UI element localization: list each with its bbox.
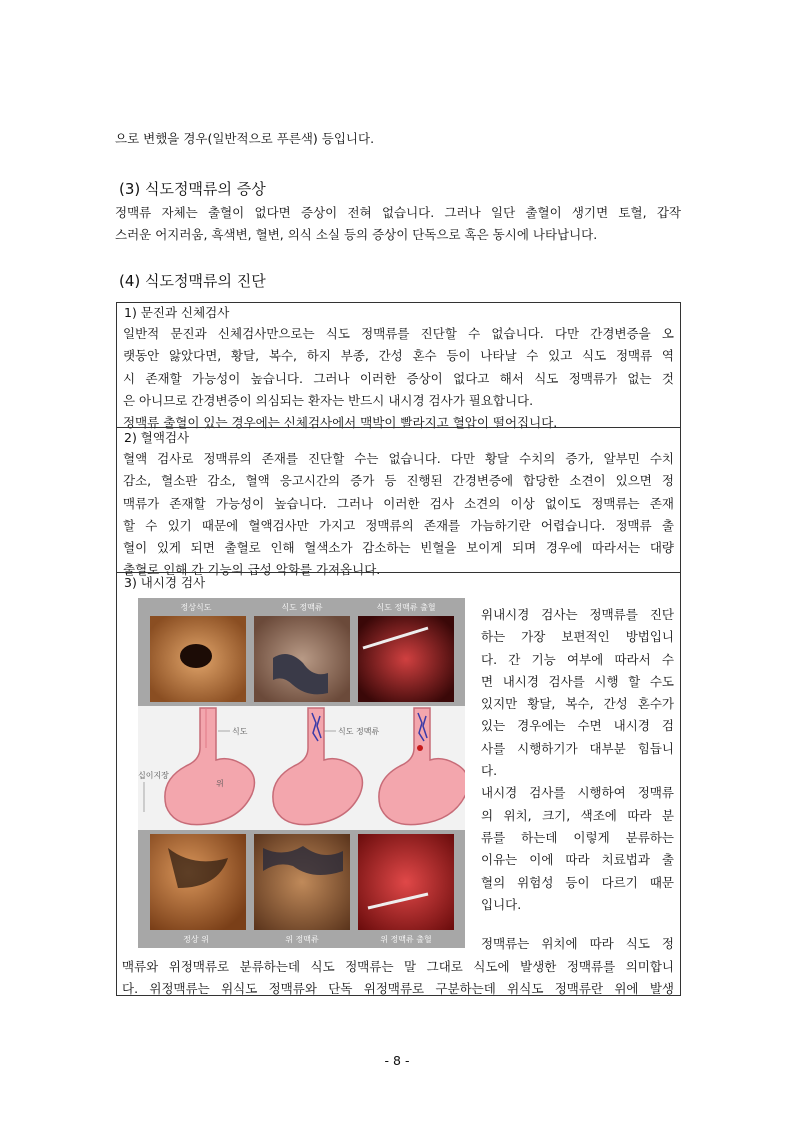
label-stomach: 위	[216, 779, 224, 788]
side-line: 있는 경우에는 수면 내시경 검	[481, 718, 674, 734]
side-line: 다. 간 기능 여부에 따라서 수	[481, 651, 674, 667]
box-line: 혈액 검사로 정맥류의 존재를 진단할 수는 없습니다. 다만 황달 수치의 증가, 알부민 수치	[123, 451, 674, 466]
side-line: 내시경 검사를 시행하여 정맥류	[481, 785, 674, 801]
box-line: 랫동안 앓았다면, 황달, 복수, 하지 부종, 간성 혼수 등이 나타날 수 있고 식도 정맥류 역	[123, 348, 674, 364]
side-line: 위내시경 검사는 정맥류를 진단	[481, 607, 674, 622]
box-line: 출혈로 인해 간 기능의 급성 악화를 가져옵니다.	[123, 562, 381, 578]
endoscopy-side-text-2	[481, 933, 674, 955]
label-duodenum: 십이지장	[138, 771, 169, 780]
box-title: 1) 문진과 신체검사	[124, 305, 230, 320]
box-line: 혈이 있게 되면 출혈로 인해 혈색소가 감소하는 빈혈을 보이게 되며 경우에 따라서는 대량	[123, 540, 674, 556]
side-line: 사를 시행하기가 대부분 힘듭니	[481, 740, 674, 756]
exam-box-history	[116, 302, 681, 431]
side-line: 이유는 이에 따라 치료법과 출	[481, 852, 674, 868]
label-normal-esophagus: 정상식도	[180, 603, 212, 612]
page-number: - 8 -	[384, 1053, 410, 1068]
label-normal-stomach: 정상 위	[183, 935, 209, 944]
box-line: 정맥류 출혈이 있는 경우에는 신체검사에서 맥박이 빨라지고 혈압이 떨어집니다.	[123, 415, 558, 431]
label-esophageal-varix-bleeding: 식도 정맥류 출혈	[376, 603, 436, 612]
side-line: 혈의 위험성 등이 다르기 때문	[481, 874, 674, 890]
label-varix: 식도 정맥류	[338, 727, 380, 736]
side-line: 의 위치, 크기, 색조에 따라 분	[481, 807, 674, 823]
exam-box-blood	[116, 427, 681, 578]
photo-gastric-varix-bleeding	[358, 834, 454, 930]
section3-paragraph	[115, 202, 681, 246]
section3-line: 정맥류 자체는 출혈이 없다면 증상이 전혀 없습니다. 그러나 일단 출혈이 생기면 토혈, 갑작	[115, 205, 681, 220]
box-body	[117, 323, 680, 434]
side-line: 정맥류는 위치에 따라 식도 정	[481, 936, 674, 951]
label-esophageal-varix: 식도 정맥류	[281, 603, 323, 612]
endoscopy-side-text	[481, 604, 674, 916]
box-line: 할 수 있기 때문에 혈액검사만 가지고 정맥류의 존재를 가늠하기란 어렵습니다. 정맥류 출	[123, 517, 674, 533]
endoscopy-bottom-text	[122, 956, 674, 1000]
section3-heading: (3) 식도정맥류의 증상	[119, 180, 266, 198]
side-line: 다.	[481, 763, 498, 779]
side-line: 있지만 황달, 복수, 간성 혼수가	[481, 696, 674, 712]
section4-heading: (4) 식도정맥류의 진단	[119, 272, 266, 290]
box-title: 2) 혈액검사	[124, 430, 190, 445]
box-line: 시 존재할 가능성이 높습니다. 그러나 이러한 증상이 없다고 해서 식도 정맥류가 없는 것	[123, 370, 674, 386]
section3-line: 스러운 어지러움, 흑색변, 혈변, 의식 소실 등의 증상이 단독으로 혹은 동시에 나타납니다.	[115, 227, 598, 242]
box-line: 맥류가 존재할 가능성이 높습니다. 그러나 이러한 검사 소견의 이상 없이도 정맥류는 존재	[123, 495, 674, 511]
side-line: 하는 가장 보편적인 방법입니	[481, 629, 674, 645]
label-gastric-varix-bleeding: 위 정맥류 출혈	[380, 935, 432, 944]
side-line: 입니다.	[481, 896, 522, 912]
side-line: 류를 하는데 이렇게 분류하는	[481, 829, 674, 845]
box-line: 은 아니므로 간경변증이 의심되는 환자는 반드시 내시경 검사가 필요합니다.	[123, 392, 534, 408]
photo-esophageal-varix-bleeding	[358, 616, 454, 702]
box-line: 일반적 문진과 신체검사만으로는 식도 정맥류를 진단할 수 없습니다. 다만 간경변증을 오	[123, 326, 674, 341]
bottom-line: 다. 위정맥류는 위식도 정맥류와 단독 위정맥류로 구분하는데 위식도 정맥류란 위에 발생	[122, 981, 674, 996]
box-title: 3) 내시경 검사	[124, 575, 206, 590]
esophagus-lumen	[180, 644, 212, 668]
side-line: 면 내시경 검사를 시행 할 수도	[481, 673, 674, 689]
endoscopy-figure	[138, 598, 465, 948]
bottom-line: 맥류와 위정맥류로 분류하는데 식도 정맥류는 말 그대로 식도에 발생한 정맥류를 의미합니	[122, 959, 674, 974]
label-gastric-varix: 위 정맥류	[285, 935, 319, 944]
label-esophagus: 식도	[232, 727, 248, 736]
intro-line: 으로 변했을 경우(일반적으로 푸른색) 등입니다.	[115, 131, 375, 146]
box-body	[117, 448, 680, 582]
box-line: 감소, 혈소판 감소, 혈액 응고시간의 증가 등 진행된 간경변증에 합당한 소견이 있으면 정	[123, 473, 674, 489]
